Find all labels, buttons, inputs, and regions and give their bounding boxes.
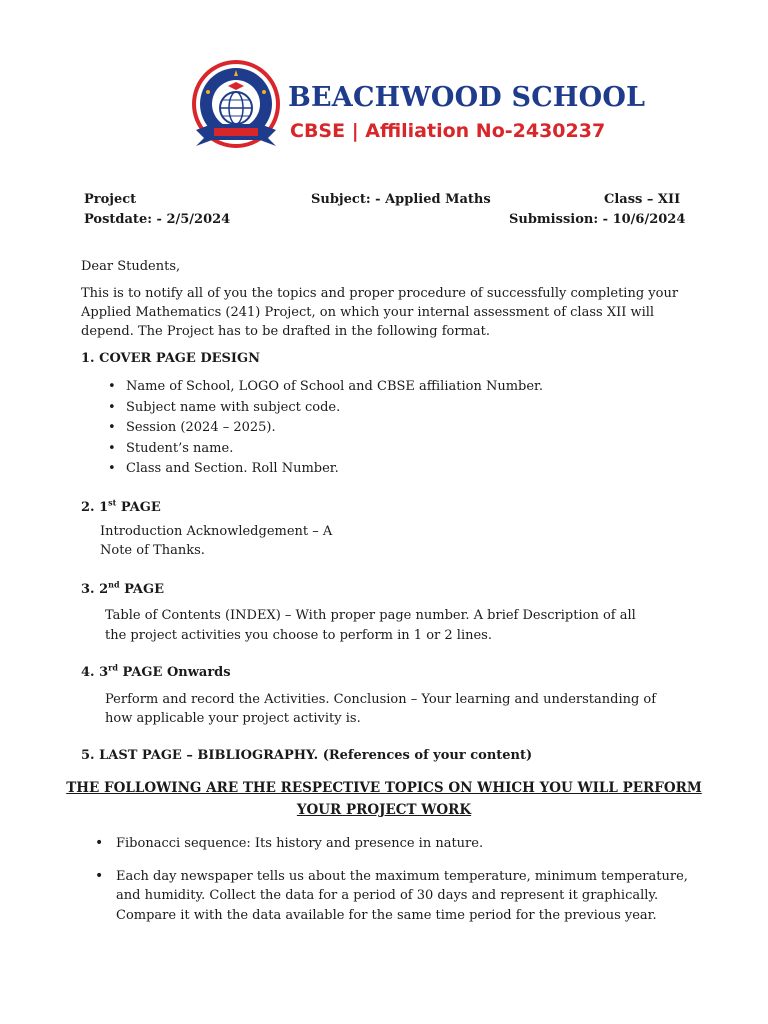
postdate-label: Postdate: - 2/5/2024 — [84, 212, 231, 227]
list-item: • Class and Section. Roll Number. — [104, 459, 543, 480]
list-item: • Student’s name. — [104, 439, 543, 460]
cover-requirements-list — [104, 377, 543, 480]
submission-label: Submission: - 10/6/2024 — [509, 212, 686, 227]
school-logo-emblem — [188, 52, 288, 160]
third-page-line-1: Perform and record the Activities. Conclusion – Your learning and understanding of — [105, 692, 657, 707]
subject-label: Subject: - Applied Maths — [311, 192, 491, 207]
list-item: • Each day newspaper tells us about the maximum temperature, minimum temperature, and humidity. Collect the data for a period of 30 days and represent it graphically. Compare it with the data available for the same time period for the previous year. — [92, 867, 702, 926]
intro-paragraph: This is to notify all of you the topics and proper procedure of successfully completing your Applied Mathematics (241) Project, on which your internal assessment of class XII will depend. The Project has to be drafted in the following format. — [81, 286, 679, 339]
first-page-line-2: Note of Thanks. — [100, 543, 205, 558]
list-item: • Subject name with subject code. — [104, 398, 543, 419]
affiliation-number: CBSE | Affiliation No-2430237 — [290, 120, 606, 142]
class-label: Class – XII — [604, 192, 681, 207]
topics-heading-line-1: THE FOLLOWING ARE THE RESPECTIVE TOPICS ON WHICH YOU WILL PERFORM — [66, 780, 702, 796]
section-second-page-heading: 3. 2nd PAGE — [81, 579, 165, 597]
second-page-line-2: the project activities you choose to perform in 1 or 2 lines. — [105, 628, 492, 643]
section-first-page-heading: 2. 1st PAGE — [81, 497, 161, 515]
section-last-page-heading: 5. LAST PAGE – BIBLIOGRAPHY. (References of your content) — [81, 748, 533, 763]
school-name: BEACHWOOD SCHOOL — [288, 82, 646, 113]
list-item: • Session (2024 – 2025). — [104, 418, 543, 439]
list-item: • Name of School, LOGO of School and CBSE affiliation Number. — [104, 377, 543, 398]
second-page-line-1: Table of Contents (INDEX) – With proper page number. A brief Description of all — [105, 608, 636, 623]
third-page-line-2: how applicable your project activity is. — [105, 711, 361, 726]
section-cover-heading: 1. COVER PAGE DESIGN — [81, 351, 260, 366]
list-item: • Fibonacci sequence: Its history and presence in nature. — [92, 834, 702, 854]
topics-list — [92, 834, 702, 938]
greeting: Dear Students, — [81, 259, 181, 274]
section-third-page-heading: 4. 3rd PAGE Onwards — [81, 662, 231, 680]
project-label: Project — [84, 192, 137, 207]
topics-heading-line-2: YOUR PROJECT WORK — [296, 802, 472, 818]
first-page-line-1: Introduction Acknowledgement – A — [100, 524, 333, 539]
school-header — [188, 52, 646, 164]
